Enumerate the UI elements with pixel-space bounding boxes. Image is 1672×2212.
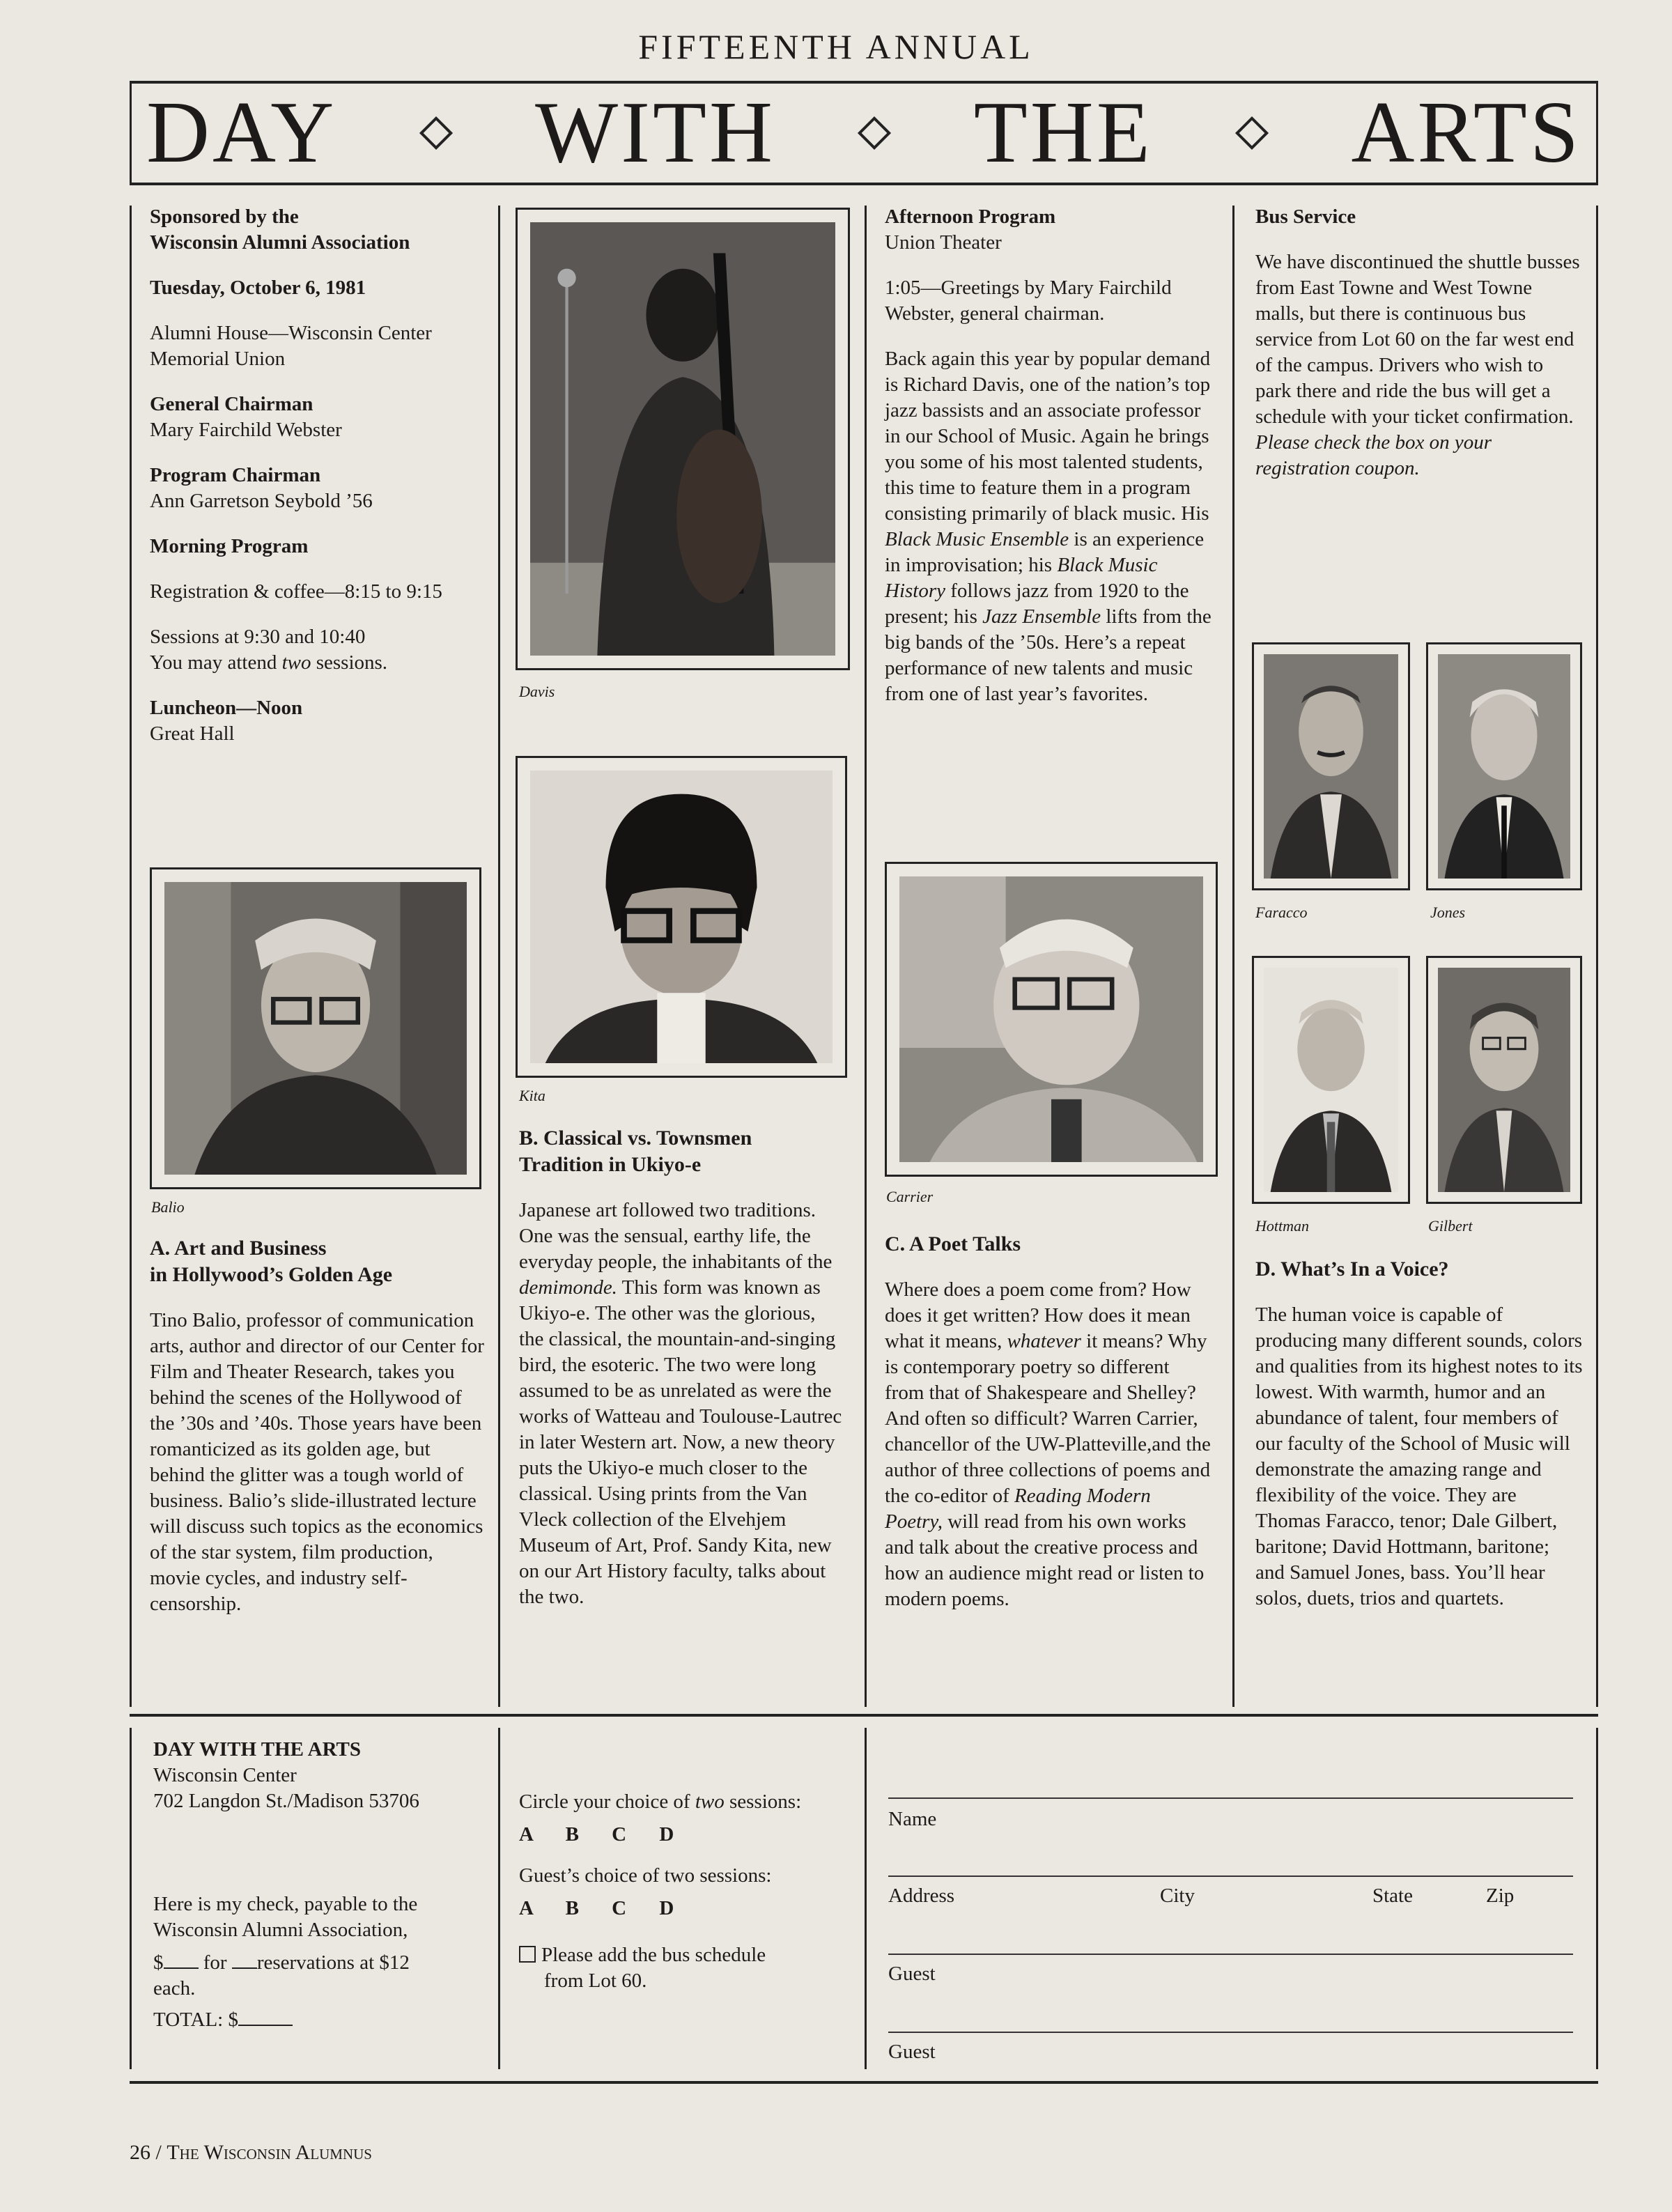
session-c-body-2: it means? Why is contemporary poetry so different from that of Shakespeare and Shelley? And often so difficult? Warren Carrier, chancellor of the UW-Platteville,and the author of three collections of poems and the co-editor of (885, 1330, 1211, 1507)
afternoon-label: Afternoon Program (885, 206, 1056, 228)
column-rule (1596, 206, 1598, 1707)
state-label: State (1372, 1885, 1413, 1907)
luncheon-place: Great Hall (150, 722, 235, 745)
guest-choice-letters[interactable]: A B C D (519, 1897, 688, 1919)
coupon-rule (865, 1728, 867, 2069)
session-c-em-1: whatever (1007, 1330, 1081, 1352)
coupon-payment-block (153, 1892, 488, 2033)
session-c-heading: C. A Poet Talks (885, 1232, 1021, 1255)
venue-line1: Alumni House—Wisconsin Center (150, 322, 432, 344)
sessions-note-em: two (281, 651, 311, 674)
afternoon-em-1: Black Music Ensemble (885, 528, 1069, 550)
afternoon-body-1: Back again this year by popular demand is Richard Davis, one of the nation’s top jazz bassists and an associate professor in our School of Music. Again he brings you some of his most talented students, this time to feature them in a program consisting primarily of black music. His (885, 348, 1211, 525)
coupon-bottom-rule (130, 2081, 1598, 2084)
choice-label-em: two (695, 1791, 725, 1813)
guest1-label: Guest (888, 1963, 936, 1985)
session-a-heading-line1: A. Art and Business (150, 1237, 327, 1260)
session-c-body-3: will read from his own works and talk about the creative process and how an audience might read or listen to modern poems. (885, 1510, 1205, 1610)
check-line1: Here is my check, payable to the (153, 1893, 418, 1915)
session-c-body-1: Where does a poem come from? How does it get written? How does it mean what it means, (885, 1278, 1191, 1352)
name-label: Name (888, 1808, 937, 1830)
magazine-name: The Wisconsin Alumnus (167, 2141, 372, 2164)
coupon-rule (498, 1728, 500, 2069)
name-field[interactable] (888, 1797, 1573, 1799)
title-word-arts: ARTS (1351, 84, 1581, 181)
caption-kita: Kita (519, 1087, 545, 1104)
page-number: 26 / (130, 2141, 167, 2164)
diamond-icon (1235, 116, 1269, 150)
choice-label-b: sessions: (724, 1791, 802, 1813)
guest2-field[interactable] (888, 2032, 1573, 2033)
photo-gilbert (1426, 956, 1582, 1204)
title-word-day: DAY (146, 84, 337, 181)
coupon-title: DAY WITH THE ARTS (153, 1738, 361, 1761)
coupon-address-block (153, 1737, 488, 1814)
caption-faracco: Faracco (1255, 904, 1308, 921)
photo-hottman (1252, 956, 1410, 1204)
general-chairman-name: Mary Fairchild Webster (150, 419, 342, 441)
session-d (1255, 1256, 1583, 1631)
photo-faracco (1252, 642, 1410, 890)
title-word-the: THE (973, 84, 1153, 181)
photo-kita (516, 756, 847, 1078)
caption-carrier: Carrier (886, 1188, 934, 1205)
page-footer (130, 2141, 372, 2165)
afternoon-body-3: follows jazz from 1920 to the present; his (885, 580, 1189, 628)
session-d-body: The human voice is capable of producing many different sounds, colors and qualities from its highest notes to its lowest. With warmth, humor and an abundance of talent, four members of our faculty of the School of Music will demonstrate the amazing range and flexibility of the voice. They are Thomas Faracco, tenor; Dale Gilbert, baritone; David Hottmann, baritone; and Samuel Jones, bass. You’ll hear solos, duets, trios and quartets. (1255, 1304, 1583, 1609)
title-left-rule (130, 81, 132, 184)
bus-note: Please check the box on your registration coupon. (1255, 431, 1492, 479)
amount-for: for (203, 1951, 232, 1974)
event-info (150, 204, 484, 766)
coupon-address-line2: 702 Langdon St./Madison 53706 (153, 1790, 419, 1812)
total-label: TOTAL: $ (153, 2009, 238, 2031)
photo-carrier (885, 862, 1218, 1177)
reservations-count-field[interactable] (232, 1967, 257, 1969)
afternoon-place: Union Theater (885, 231, 1002, 254)
address-field[interactable] (888, 1875, 1573, 1877)
session-c-em-2: Reading Modern Poetry, (885, 1485, 1151, 1533)
afternoon-em-2: Black Music History (885, 554, 1158, 602)
session-c (885, 1231, 1212, 1632)
diamond-icon (419, 116, 453, 150)
session-a-body: Tino Balio, professor of communication arts, author and director of our Center for Film and Theater Research, takes you behind the scenes of the Hollywood of the ’30s and ’40s. Those years have been romanticized as its golden age, but behind the glitter was a tough world of business. Balio’s slide-illustrated lecture will discuss such topics as the economics of the star system, film production, movie cycles, and industry self-censorship. (150, 1309, 484, 1615)
afternoon-body-4: lifts from the big bands of the ’50s. Here’s a repeat performance of new talents and music from one of last year’s favorites. (885, 605, 1212, 705)
coupon-session-choice (519, 1789, 853, 1994)
sessions-note-b: sessions. (311, 651, 388, 674)
guest2-label: Guest (888, 2041, 936, 2063)
session-b-body-em: demimonde. (519, 1276, 617, 1299)
photo-balio (150, 867, 481, 1189)
coupon-address-line1: Wisconsin Center (153, 1764, 297, 1786)
bus-schedule-checkbox[interactable] (519, 1946, 536, 1963)
amount-each: each. (153, 1977, 196, 2000)
session-a (150, 1235, 484, 1637)
coupon-rule (1596, 1728, 1598, 2069)
choice-label-a: Circle your choice of (519, 1791, 695, 1813)
program-chairman-name: Ann Garretson Seybold ’56 (150, 490, 373, 512)
page-title (146, 84, 1581, 181)
session-b-heading-line1: B. Classical vs. Townsmen (519, 1127, 752, 1150)
caption-jones: Jones (1430, 904, 1466, 921)
afternoon-em-3: Jazz Ensemble (982, 605, 1101, 628)
sponsor-line1: Sponsored by the (150, 206, 299, 228)
column-rule (498, 206, 500, 1707)
check-line2: Wisconsin Alumni Association, (153, 1919, 408, 1941)
amount-reservations: reservations at $12 (256, 1951, 410, 1974)
program-chairman-label: Program Chairman (150, 464, 321, 486)
bus-service (1255, 204, 1583, 501)
column-rule (865, 206, 867, 1707)
afternoon-body-2: is an experience in improvisation; his (885, 528, 1205, 576)
registration-time: Registration & coffee—8:15 to 9:15 (150, 580, 442, 603)
session-choice-letters[interactable]: A B C D (519, 1823, 688, 1846)
general-chairman-label: General Chairman (150, 393, 314, 415)
caption-balio: Balio (151, 1198, 185, 1216)
column-rule (1232, 206, 1234, 1707)
session-d-heading: D. What’s In a Voice? (1255, 1258, 1449, 1281)
sponsor-line2: Wisconsin Alumni Association (150, 231, 410, 254)
sessions-note-a: You may attend (150, 651, 282, 674)
amount-dollar: $ (153, 1951, 164, 1974)
coupon-rule (130, 1728, 132, 2069)
title-bottom-rule (130, 183, 1598, 185)
sessions-time: Sessions at 9:30 and 10:40 (150, 626, 366, 648)
diamond-icon (858, 116, 891, 150)
session-b-body-a: Japanese art followed two traditions. One was the sensual, earthy life, the everyday people, the inhabitants of the (519, 1199, 833, 1273)
caption-davis: Davis (519, 683, 555, 700)
caption-hottman: Hottman (1255, 1217, 1309, 1235)
bus-label: Bus Service (1255, 206, 1356, 228)
session-b (519, 1125, 844, 1630)
coupon-top-rule (130, 1714, 1598, 1717)
luncheon-label: Luncheon—Noon (150, 697, 303, 719)
photo-jones (1426, 642, 1582, 890)
session-a-heading-line2: in Hollywood’s Golden Age (150, 1263, 393, 1286)
bus-body: We have discontinued the shuttle busses from East Towne and West Towne malls, but there is continuous bus service from Lot 60 on the far west end of the campus. Drivers who wish to park there and ride the bus will get a schedule with your ticket confirmation. (1255, 251, 1580, 428)
amount-field[interactable] (164, 1967, 199, 1969)
bus-checkbox-line1: Please add the bus schedule (541, 1944, 766, 1966)
city-label: City (1160, 1885, 1195, 1907)
caption-gilbert: Gilbert (1428, 1217, 1473, 1235)
title-word-with: WITH (535, 84, 776, 181)
afternoon-greetings: 1:05—Greetings by Mary Fairchild Webster, general chairman. (885, 277, 1172, 325)
total-field[interactable] (238, 2025, 293, 2026)
guest-choice-label: Guest’s choice of two sessions: (519, 1864, 772, 1887)
afternoon-program (885, 204, 1212, 727)
session-b-heading-line2: Tradition in Ukiyo-e (519, 1153, 702, 1176)
guest1-field[interactable] (888, 1954, 1573, 1955)
photo-davis (516, 208, 850, 670)
session-b-body-b: This form was known as Ukiyo-e. The other was the glorious, the classical, the mountain-and-singing bird, the esoteric. The two were long assumed to be as unrelated as were the works of Watteau and Toulouse-Lautrec in later Western art. Now, a new theory puts the Ukiyo-e much closer to the classical. Using prints from the Van Vleck collection of the Elvehjem Museum of Art, Prof. Sandy Kita, new on our Art History faculty, talks about the two. (519, 1276, 842, 1608)
venue-line2: Memorial Union (150, 348, 286, 370)
column-rule (130, 206, 132, 1707)
title-right-rule (1596, 81, 1598, 184)
event-date: Tuesday, October 6, 1981 (150, 277, 366, 299)
kicker: FIFTEENTH ANNUAL (638, 27, 1034, 66)
morning-program-label: Morning Program (150, 535, 309, 557)
title-top-rule (130, 81, 1598, 84)
address-label: Address (888, 1885, 955, 1907)
zip-label: Zip (1486, 1885, 1515, 1907)
bus-checkbox-line2: from Lot 60. (544, 1970, 647, 1992)
